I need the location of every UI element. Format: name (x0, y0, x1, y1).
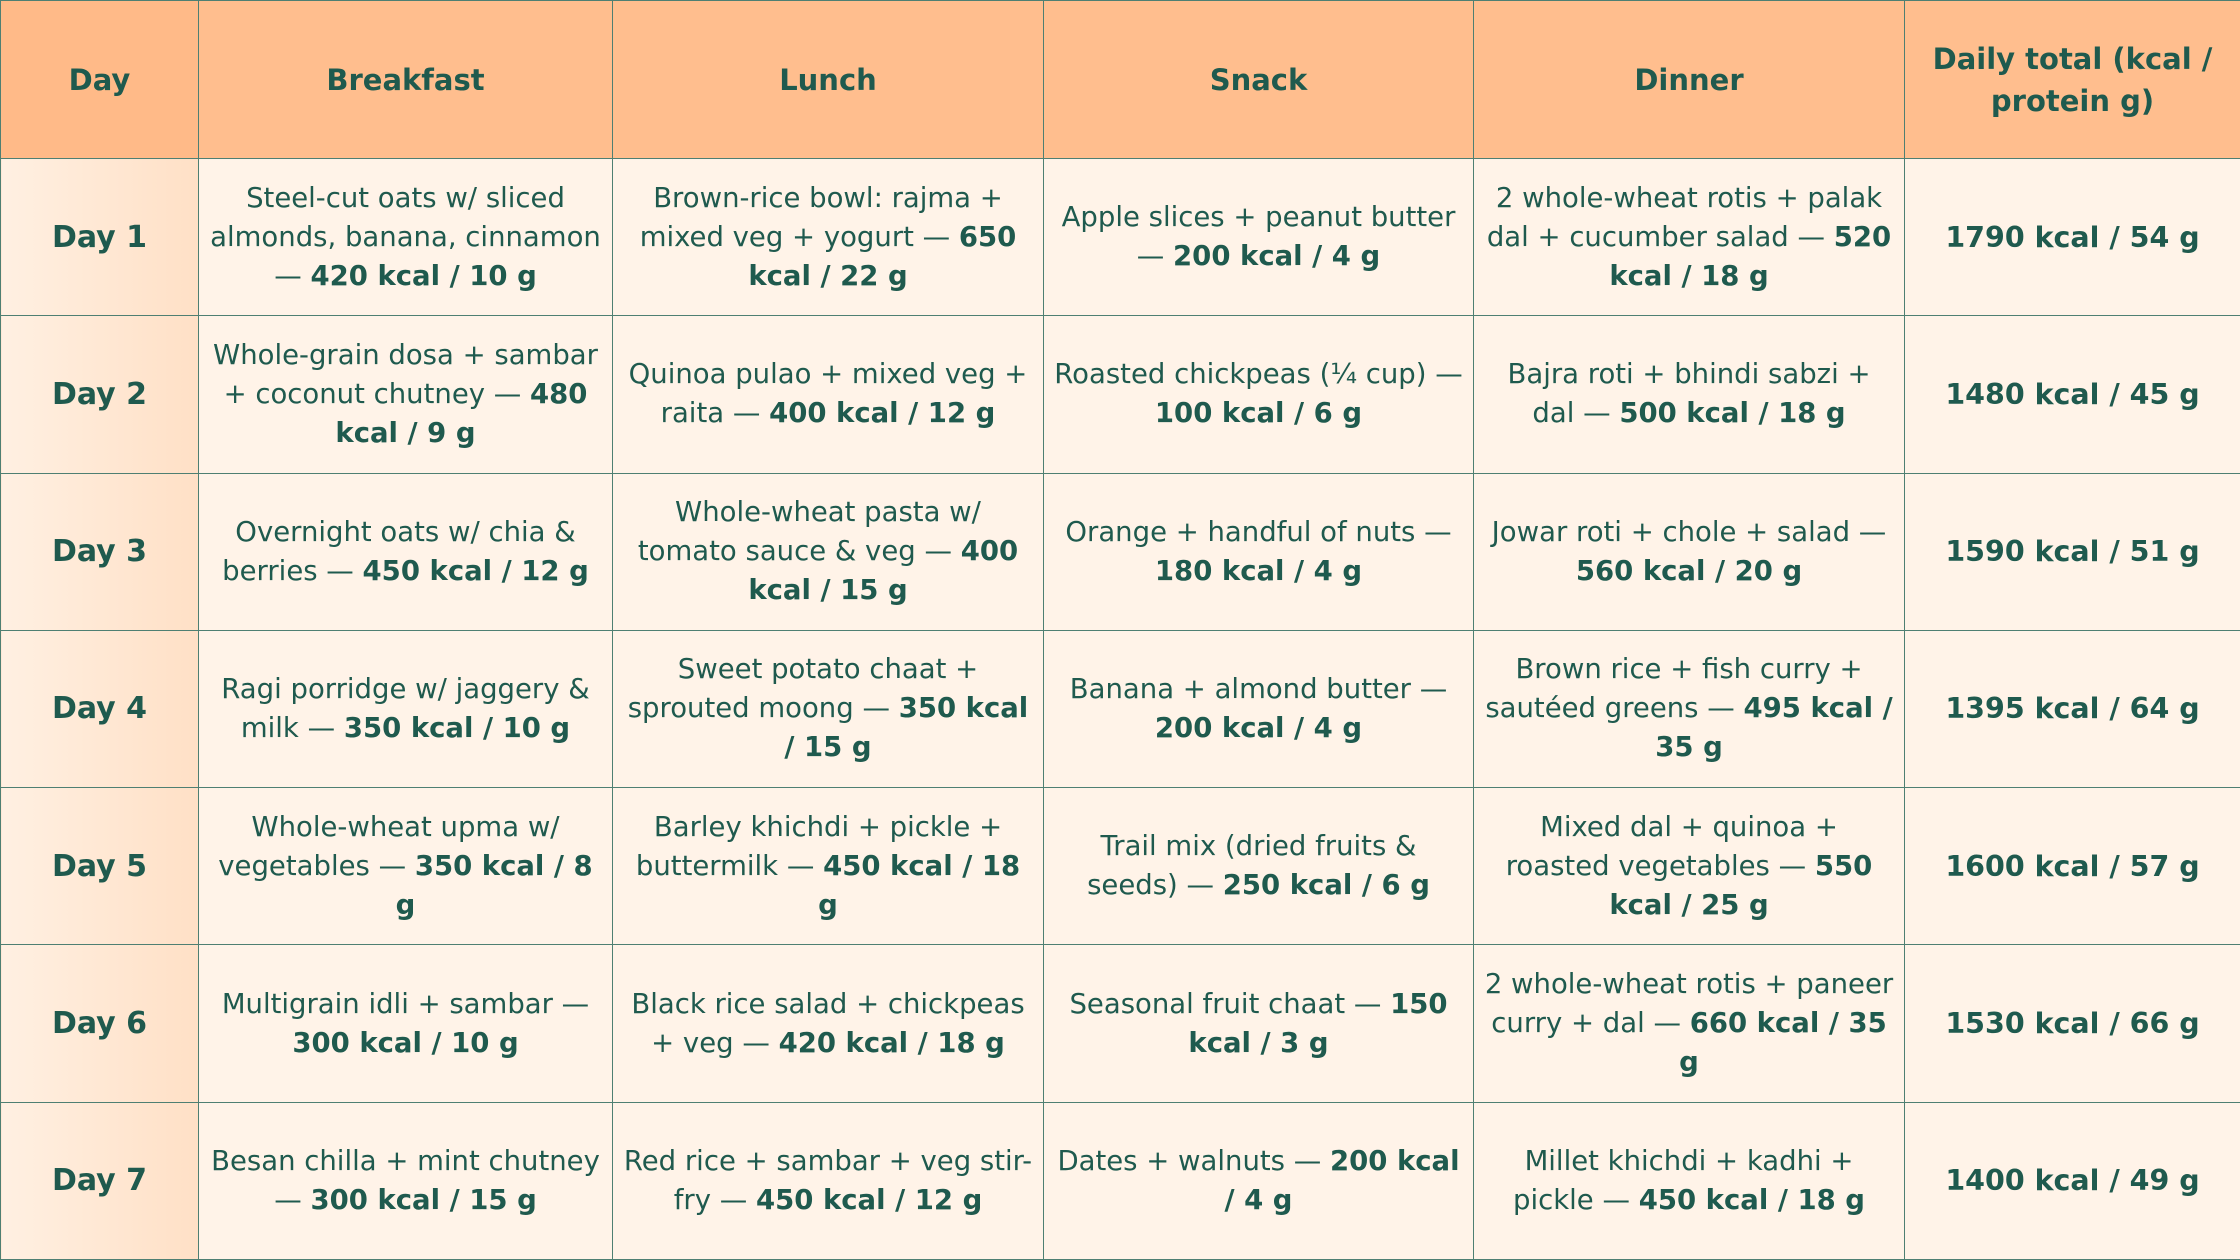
table-row (1, 630, 2240, 787)
day-cell: Day 1 (1, 159, 199, 316)
daily-total-cell: 1400 kcal / 49 g (1905, 1102, 2240, 1259)
lunch-description: Quinoa pulao + mixed veg + raita — (628, 358, 1028, 430)
lunch-nutrition: 450 kcal / 18 g (818, 849, 1021, 921)
lunch-description: Brown-rice bowl: rajma + mixed veg + yogurt — (639, 181, 1003, 253)
snack-cell (1044, 630, 1474, 787)
breakfast-cell (199, 473, 613, 630)
daily-total-cell: 1530 kcal / 66 g (1905, 945, 2240, 1102)
lunch-nutrition: 420 kcal / 18 g (778, 1026, 1005, 1059)
breakfast-nutrition: 480 kcal / 9 g (335, 377, 588, 449)
breakfast-nutrition: 450 kcal / 12 g (362, 554, 589, 587)
daily-total-cell: 1600 kcal / 57 g (1905, 788, 2240, 945)
snack-cell (1044, 945, 1474, 1102)
breakfast-cell (199, 630, 613, 787)
daily-total-cell: 1395 kcal / 64 g (1905, 630, 2240, 787)
breakfast-nutrition: 420 kcal / 10 g (310, 259, 537, 292)
table-row (1, 788, 2240, 945)
dinner-description: Jowar roti + chole + salad — (1491, 515, 1887, 548)
breakfast-cell (199, 1102, 613, 1259)
lunch-cell (613, 788, 1044, 945)
header-lunch: Lunch (613, 1, 1044, 159)
lunch-description: Red rice + sambar + veg stir-fry — (623, 1144, 1033, 1216)
dinner-cell (1474, 788, 1905, 945)
header-row (1, 1, 2240, 159)
lunch-nutrition: 350 kcal / 15 g (784, 692, 1029, 764)
snack-nutrition: 200 kcal / 4 g (1154, 711, 1363, 744)
dinner-description: Mixed dal + quinoa + roasted vegetables — (1505, 810, 1838, 882)
breakfast-description: Ragi porridge w/ jaggery & milk — (221, 672, 590, 744)
table-row (1, 473, 2240, 630)
lunch-nutrition: 450 kcal / 12 g (755, 1183, 983, 1216)
breakfast-nutrition: 300 kcal / 15 g (310, 1183, 537, 1216)
lunch-cell (613, 1102, 1044, 1259)
header-dinner: Dinner (1474, 1, 1905, 159)
dinner-nutrition: 500 kcal / 18 g (1619, 397, 1846, 430)
dinner-description: 2 whole-wheat rotis + palak dal + cucumber salad — (1486, 181, 1883, 253)
snack-nutrition: 250 kcal / 6 g (1222, 869, 1430, 902)
day-cell: Day 6 (1, 945, 199, 1102)
day-cell: Day 3 (1, 473, 199, 630)
breakfast-description: Steel-cut oats w/ sliced almonds, banana, cinnamon — (210, 181, 601, 292)
day-cell: Day 7 (1, 1102, 199, 1259)
daily-total-cell: 1790 kcal / 54 g (1905, 159, 2240, 316)
table-row (1, 316, 2240, 473)
table-row (1, 159, 2240, 316)
dinner-description: Bajra roti + bhindi sabzi + dal — (1507, 358, 1871, 430)
day-cell: Day 2 (1, 316, 199, 473)
dinner-cell (1474, 630, 1905, 787)
snack-description: Dates + walnuts — (1057, 1144, 1330, 1177)
table-row (1, 1102, 2240, 1259)
lunch-nutrition: 650 kcal / 22 g (748, 220, 1017, 292)
snack-cell (1044, 159, 1474, 316)
breakfast-cell (199, 159, 613, 316)
dinner-nutrition: 560 kcal / 20 g (1575, 554, 1803, 587)
dinner-cell (1474, 1102, 1905, 1259)
dinner-nutrition: 450 kcal / 18 g (1638, 1183, 1865, 1216)
daily-total-cell: 1480 kcal / 45 g (1905, 316, 2240, 473)
table-row (1, 945, 2240, 1102)
breakfast-description: Whole-grain dosa + sambar + coconut chutney — (213, 338, 598, 410)
snack-description: Trail mix (dried fruits & seeds) — (1087, 830, 1417, 902)
dinner-nutrition: 495 kcal / 35 g (1655, 692, 1893, 764)
daily-total-cell: 1590 kcal / 51 g (1905, 473, 2240, 630)
lunch-description: Whole-wheat pasta w/ tomato sauce & veg — (637, 496, 981, 568)
dinner-description: 2 whole-wheat rotis + paneer curry + dal — (1484, 968, 1894, 1040)
breakfast-description: Multigrain idli + sambar — (221, 987, 590, 1020)
snack-description: Orange + handful of nuts — (1065, 515, 1452, 548)
snack-nutrition: 150 kcal / 3 g (1188, 987, 1448, 1059)
dinner-cell (1474, 316, 1905, 473)
dinner-description: Millet khichdi + kadhi + pickle — (1513, 1144, 1854, 1216)
snack-nutrition: 180 kcal / 4 g (1154, 554, 1363, 587)
snack-nutrition: 200 kcal / 4 g (1224, 1144, 1460, 1216)
dinner-cell (1474, 473, 1905, 630)
snack-description: Apple slices + peanut butter — (1061, 201, 1456, 273)
breakfast-description: Besan chilla + mint chutney — (211, 1144, 600, 1216)
lunch-cell (613, 630, 1044, 787)
header-day: Day (1, 1, 199, 159)
snack-description: Banana + almond butter — (1069, 672, 1448, 705)
breakfast-description: Overnight oats w/ chia & berries — (222, 515, 576, 587)
header-daily-total: Daily total (kcal / protein g) (1905, 1, 2240, 159)
breakfast-cell (199, 945, 613, 1102)
dinner-nutrition: 520 kcal / 18 g (1609, 220, 1892, 292)
breakfast-nutrition: 350 kcal / 10 g (343, 711, 571, 744)
breakfast-nutrition: 350 kcal / 8 g (395, 849, 593, 921)
dinner-nutrition: 550 kcal / 25 g (1609, 849, 1873, 921)
dinner-nutrition: 660 kcal / 35 g (1679, 1007, 1887, 1079)
dinner-cell (1474, 945, 1905, 1102)
lunch-cell (613, 945, 1044, 1102)
lunch-nutrition: 400 kcal / 12 g (769, 397, 996, 430)
breakfast-nutrition: 300 kcal / 10 g (292, 1026, 519, 1059)
snack-nutrition: 100 kcal / 6 g (1154, 397, 1363, 430)
day-cell: Day 4 (1, 630, 199, 787)
day-cell: Day 5 (1, 788, 199, 945)
snack-cell (1044, 788, 1474, 945)
lunch-nutrition: 400 kcal / 15 g (748, 535, 1019, 607)
snack-cell (1044, 316, 1474, 473)
snack-nutrition: 200 kcal / 4 g (1173, 240, 1381, 273)
lunch-description: Black rice salad + chickpeas + veg — (631, 987, 1025, 1059)
dinner-description: Brown rice + fish curry + sautéed greens — (1485, 653, 1863, 725)
lunch-cell (613, 473, 1044, 630)
dinner-cell (1474, 159, 1905, 316)
snack-cell (1044, 1102, 1474, 1259)
snack-cell (1044, 473, 1474, 630)
breakfast-cell (199, 316, 613, 473)
breakfast-cell (199, 788, 613, 945)
snack-description: Seasonal fruit chaat — (1069, 987, 1391, 1020)
header-breakfast: Breakfast (199, 1, 613, 159)
table-body (1, 159, 2240, 1260)
header-snack: Snack (1044, 1, 1474, 159)
breakfast-description: Whole-wheat upma w/ vegetables — (218, 810, 560, 882)
lunch-cell (613, 316, 1044, 473)
lunch-cell (613, 159, 1044, 316)
lunch-description: Barley khichdi + pickle + buttermilk — (635, 810, 1003, 882)
snack-description: Roasted chickpeas (¼ cup) — (1054, 358, 1463, 391)
lunch-description: Sweet potato chaat + sprouted moong — (627, 653, 979, 725)
